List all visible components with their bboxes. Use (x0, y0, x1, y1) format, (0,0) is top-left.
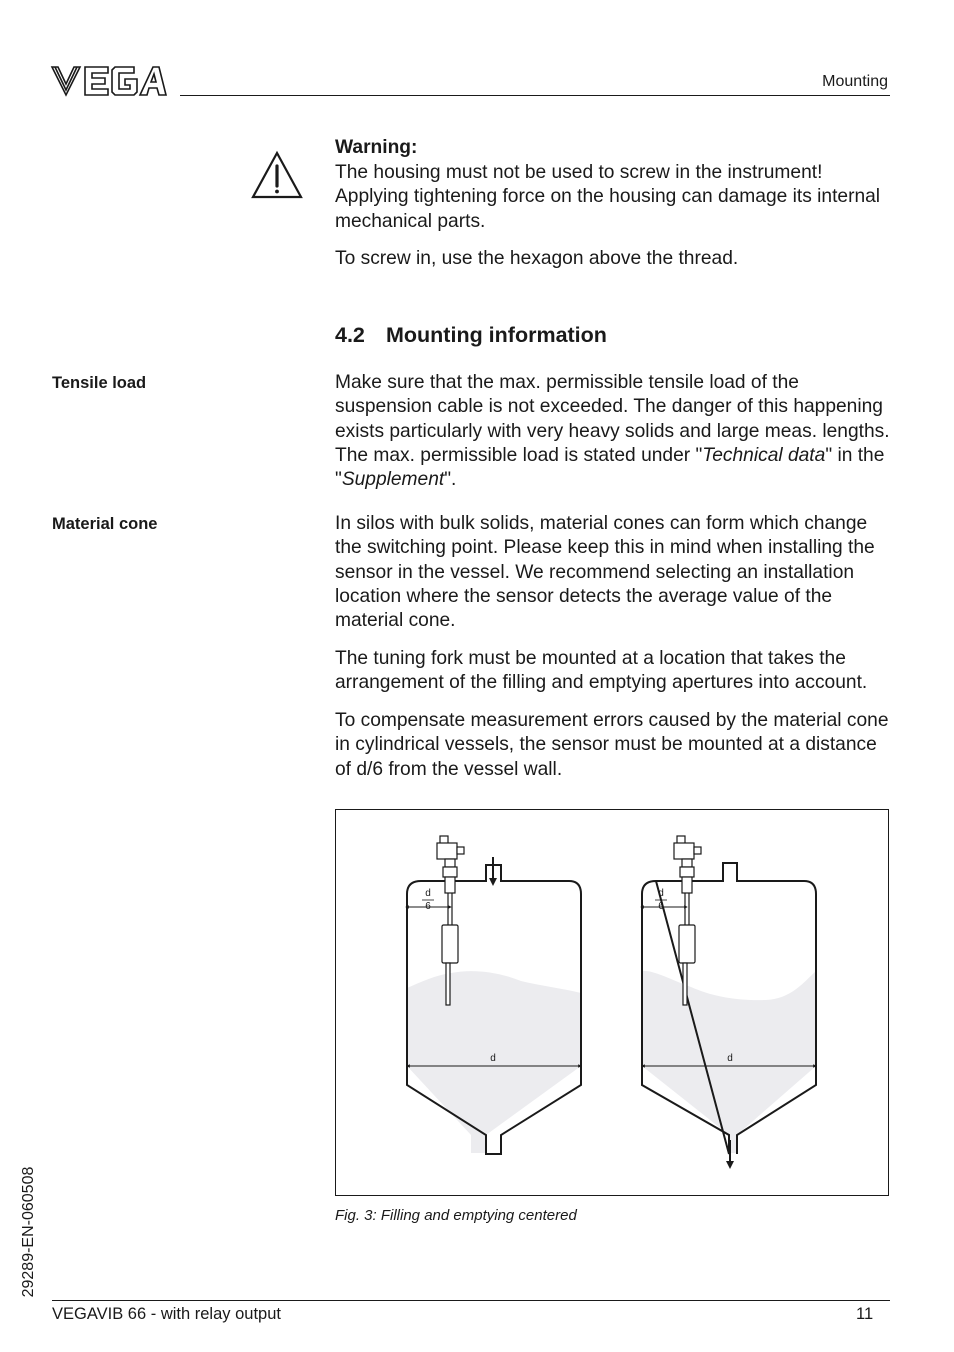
tensile-load-paragraph (335, 371, 891, 492)
section-number: 4.2 (335, 323, 365, 347)
material-cone-paragraph-2: The tuning fork must be mounted at a location that takes the arrangement of the filling and emptying apertures into account. (335, 648, 868, 694)
vega-logo (50, 64, 168, 98)
footer-rule (52, 1300, 890, 1301)
material-cone-paragraph-1: In silos with bulk solids, material cones can form which change the switching point. Please keep this in mind when installing the sensor in the vessel. We recommend selecting an installation location where the sensor detects the average value of the material cone. (335, 513, 875, 632)
vessel-diagram (336, 810, 888, 1195)
left-diameter-label: d (490, 1053, 496, 1064)
left-vessel (407, 836, 581, 1154)
right-diameter-label: d (727, 1053, 733, 1064)
right-vessel (642, 836, 816, 1165)
margin-label-tensile-load: Tensile load (52, 374, 147, 392)
left-fraction-denominator: 6 (425, 901, 431, 912)
left-fraction-numerator: d (425, 888, 431, 899)
right-sensor (674, 836, 701, 1005)
warning-triangle-icon (250, 150, 304, 200)
figure-caption: Fig. 3: Filling and emptying centered (335, 1207, 577, 1224)
header-rule (180, 95, 890, 96)
footer-title: VEGAVIB 66 - with relay output (52, 1305, 281, 1323)
material-cone-paragraph-3: To compensate measurement errors caused by the material cone in cylindrical vessels, the sensor must be mounted at a distance of d/6 from the vessel wall. (335, 710, 889, 780)
warning-hint: To screw in, use the hexagon above the thread. (335, 248, 739, 269)
warning-title: Warning: (335, 137, 418, 158)
document-number: 29289-EN-060508 (20, 1166, 37, 1298)
tensile-text-before: Make sure that the max. permissible tensile load of the suspension cable is not exceeded. The danger of this happening exists particularly with very heavy solids and large meas. lengths. The max. permissible load is stated under " (335, 372, 890, 466)
figure-frame (335, 809, 889, 1196)
header-section-label: Mounting (822, 73, 888, 90)
section-title: Mounting information (386, 323, 607, 347)
page-number: 11 (856, 1305, 874, 1323)
margin-label-material-cone: Material cone (52, 515, 158, 533)
tensile-text-mid: " in the " (335, 444, 885, 491)
section-heading (335, 323, 607, 348)
right-fraction-denominator: 6 (658, 901, 664, 912)
tensile-text-after: ". (444, 469, 457, 491)
right-fraction-numerator: d (658, 888, 664, 899)
technical-data-reference: Technical data (702, 444, 826, 466)
supplement-reference: Supplement (341, 469, 445, 491)
warning-text: The housing must not be used to screw in the instrument! Applying tightening force on the housing can damage its internal mechanical parts. (335, 162, 881, 232)
